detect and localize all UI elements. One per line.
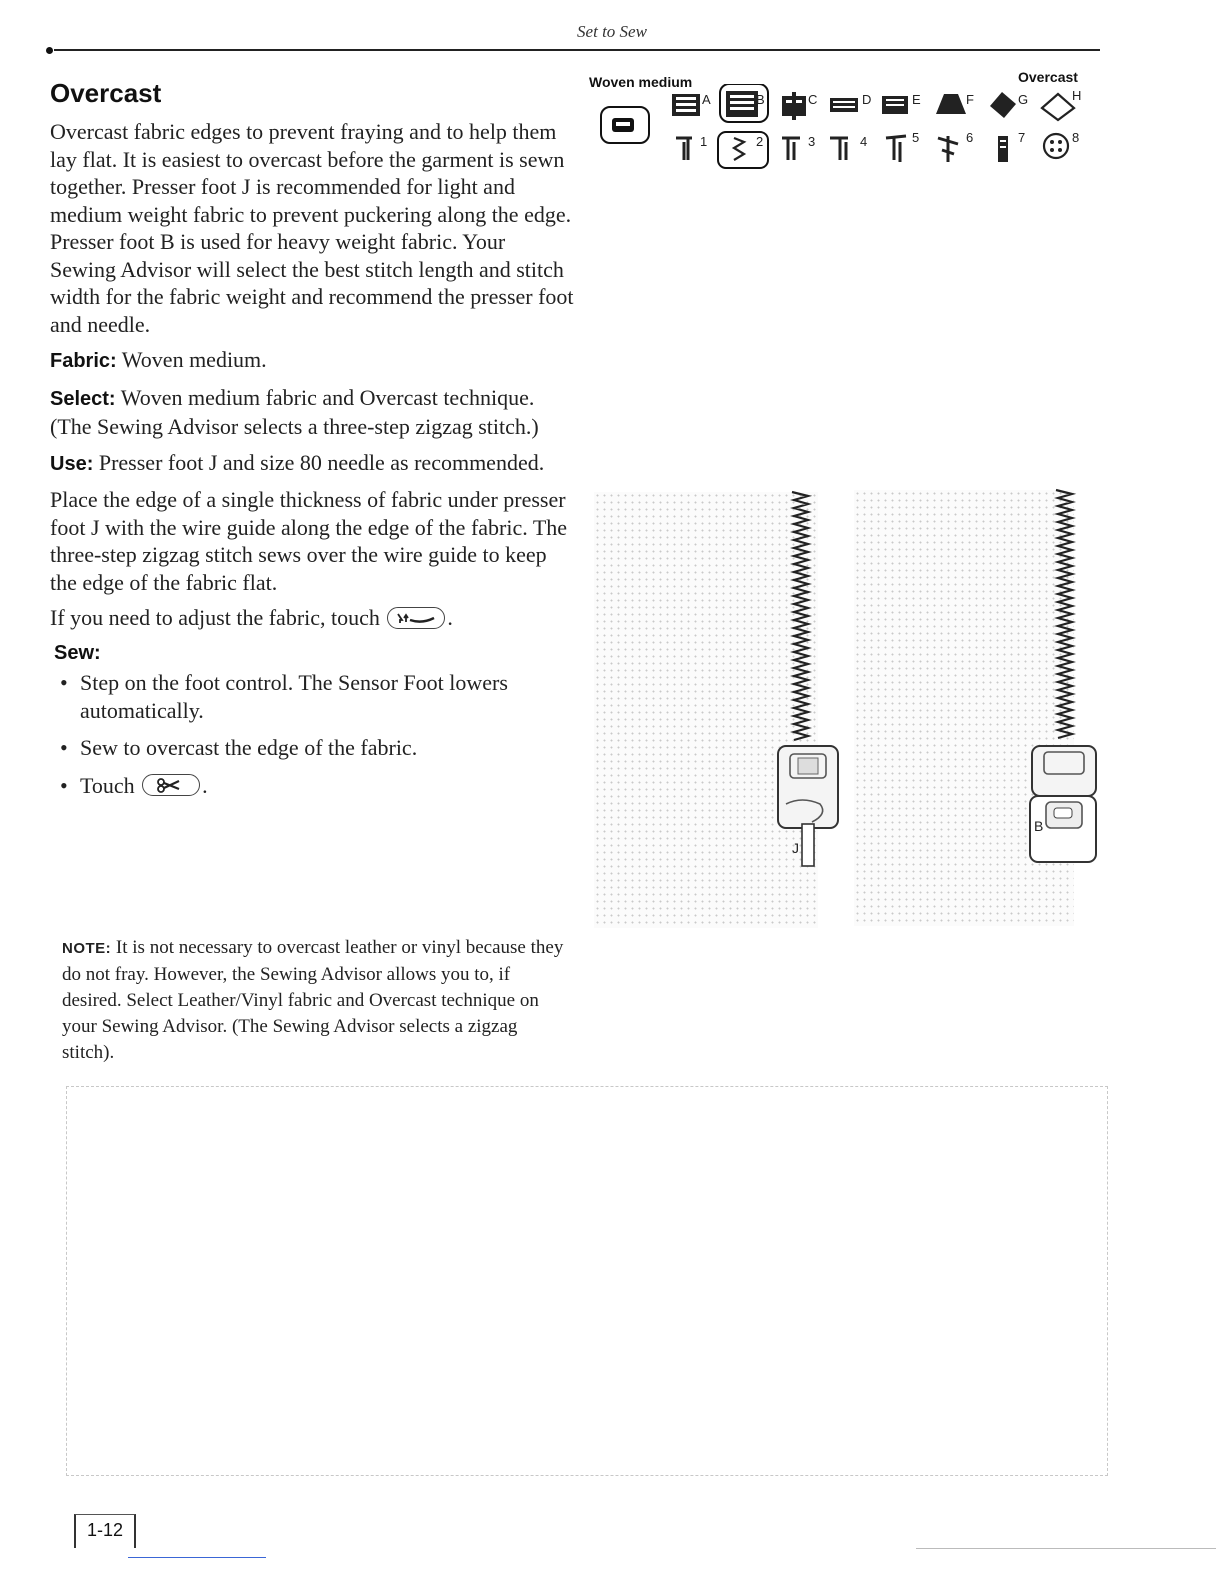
adjust-text: If you need to adjust the fabric, touch bbox=[50, 605, 380, 630]
place-paragraph: Place the edge of a single thickness of fabric under presser foot J with the wire guide along the edge of the fabric. The three-step zigzag stitch sews over the wire guide to keep the edge of the fabric flat. bbox=[50, 487, 568, 595]
note-label: NOTE: bbox=[62, 940, 112, 957]
foot-b-letter: B bbox=[1034, 818, 1044, 834]
presser-foot-b-illustration bbox=[1026, 744, 1102, 866]
advisor-fabric-label: Woven medium bbox=[589, 74, 693, 90]
technique-number: 7 bbox=[1018, 130, 1026, 145]
sew-step: • Step on the foot control. The Sensor Foot lowers automatically. bbox=[58, 669, 575, 724]
sewing-machine-icon bbox=[600, 106, 650, 144]
adjust-period: . bbox=[447, 605, 453, 630]
use-line bbox=[50, 449, 575, 479]
main-text-column bbox=[50, 76, 575, 809]
foot-j-letter: J bbox=[792, 840, 799, 856]
fabric-letter: G bbox=[1018, 92, 1029, 107]
header-rule bbox=[54, 49, 1100, 51]
fabric-letter: F bbox=[966, 92, 974, 107]
sew-steps bbox=[50, 669, 575, 799]
fabric-letter: C bbox=[808, 92, 818, 107]
note-paragraph bbox=[62, 935, 572, 1066]
use-text: Presser foot J and size 80 needle as recommended. bbox=[98, 449, 545, 475]
fabric-letter: D bbox=[862, 92, 872, 107]
adjust-line bbox=[50, 604, 575, 632]
technique-number: 1 bbox=[700, 134, 708, 149]
technique-number: 8 bbox=[1072, 130, 1080, 145]
fabric-label: Fabric: bbox=[50, 350, 117, 372]
use-label: Use: bbox=[50, 452, 94, 475]
zigzag-stitch-right bbox=[1048, 486, 1088, 748]
sew-step: • Sew to overcast the edge of the fabric. bbox=[58, 734, 575, 762]
intro-paragraph: Overcast fabric edges to prevent fraying and to help them lay flat. It is easiest to overcast before the garment is sewn together. Presser foot J is recommended for light and medium weight fabric to prevent puckering along the edge. Presser foot B is used for heavy weight fabric. Your Sewing Advisor will select the best stitch length and stitch width for the fabric weight and recommend the presser foot and needle. bbox=[50, 119, 574, 337]
technique-number: 2 bbox=[756, 134, 764, 149]
header-rule-dot bbox=[46, 47, 53, 54]
technique-number: 4 bbox=[860, 134, 868, 149]
touch-period: . bbox=[202, 772, 208, 798]
fabric-letter: E bbox=[912, 92, 921, 107]
presser-foot-up-button-icon bbox=[387, 607, 445, 629]
select-text: Woven medium fabric and Overcast technique. (The Sewing Advisor selects a three-step zigzag stitch.) bbox=[50, 384, 539, 439]
sew-heading: Sew: bbox=[54, 641, 101, 664]
fabric-line bbox=[50, 346, 575, 376]
presser-foot-j-illustration bbox=[772, 744, 844, 870]
page-number: 1-12 bbox=[74, 1514, 136, 1548]
select-label: Select: bbox=[50, 387, 116, 410]
footer-line-right bbox=[916, 1548, 1216, 1549]
fabric-letter: H bbox=[1072, 88, 1082, 103]
technique-number: 3 bbox=[808, 134, 816, 149]
fabric-text: Woven medium. bbox=[121, 347, 267, 372]
zigzag-stitch-left bbox=[784, 488, 824, 748]
note-text: It is not necessary to overcast leather or vinyl because they do not fray. However, the Sewing Advisor allows you to, if desired. Select Leather/Vinyl fabric and Overcast technique on your Sewing Advisor. (The Sewing Advisor selects a zigzag stitch). bbox=[62, 937, 564, 1063]
blank-notes-area bbox=[66, 1086, 1108, 1476]
running-head: Set to Sew bbox=[577, 22, 647, 41]
technique-number: 6 bbox=[966, 130, 974, 145]
thread-cutter-button-icon bbox=[142, 774, 200, 796]
fabric-letter: B bbox=[756, 92, 765, 107]
technique-number: 5 bbox=[912, 130, 920, 145]
select-line bbox=[50, 384, 575, 441]
footer-line bbox=[128, 1557, 266, 1558]
touch-text: Touch bbox=[80, 772, 135, 798]
sew-step bbox=[58, 772, 575, 800]
technique-icon-row bbox=[672, 124, 1092, 170]
section-title: Overcast bbox=[50, 78, 162, 108]
fabric-letter: A bbox=[702, 92, 711, 107]
advisor-technique-label: Overcast bbox=[1018, 69, 1078, 85]
